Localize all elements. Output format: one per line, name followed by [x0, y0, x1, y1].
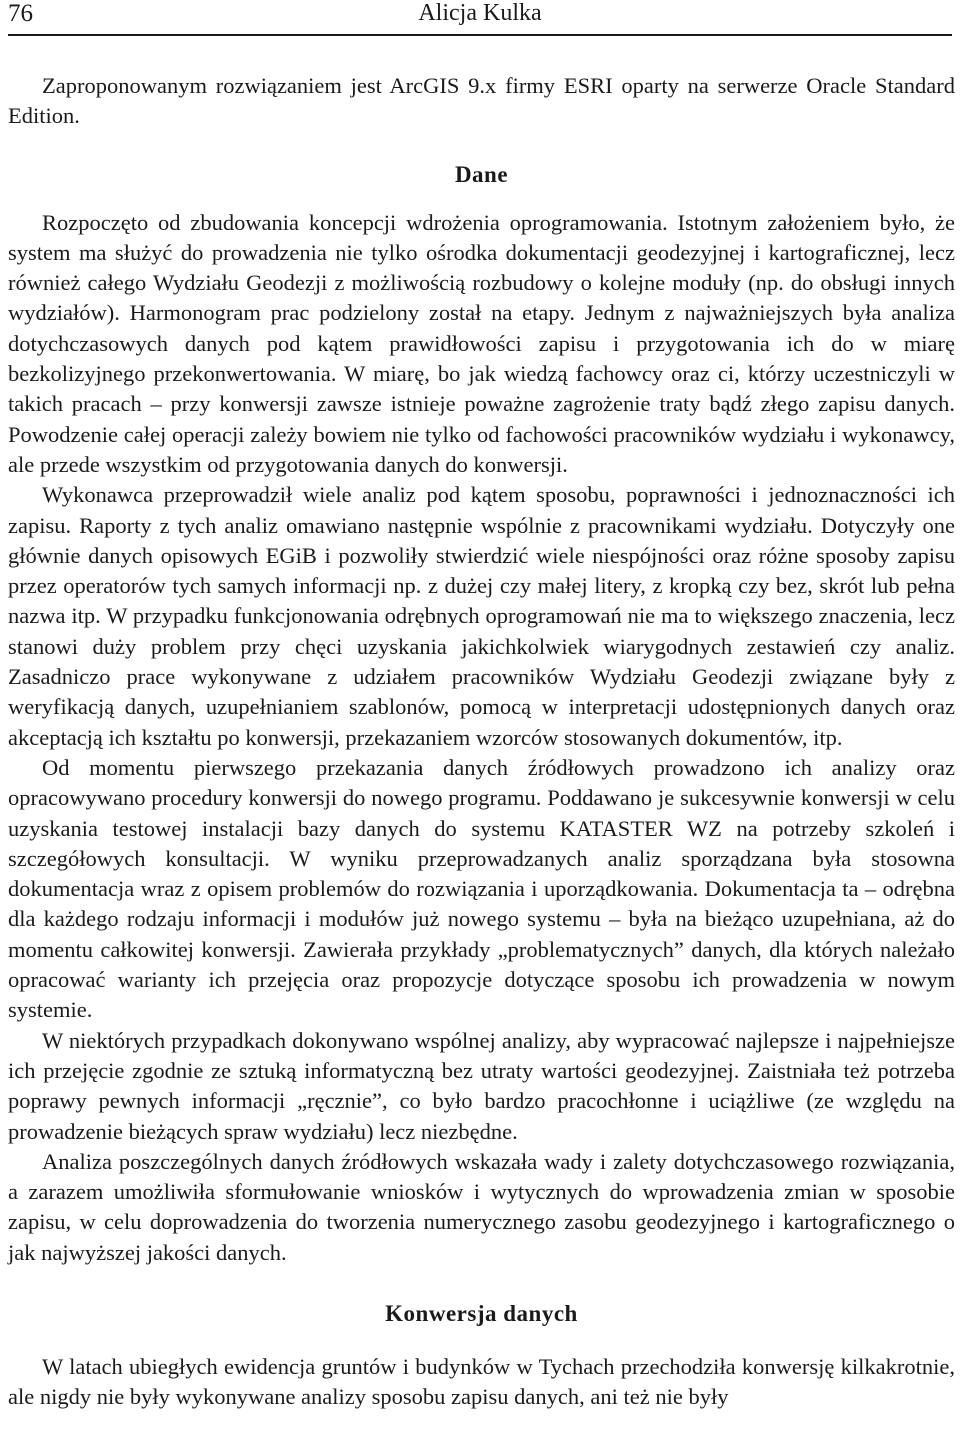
- running-header-author: Alicja Kulka: [418, 0, 542, 26]
- paragraph-dane-4: W niektórych przypadkach dokonywano wspólnej analizy, aby wypracować najlepsze i najpełniejsze ich przejęcie zgodnie ze sztuką informatyczną bez utraty wartości geodezyjnej. Zaistniała też potrzeba poprawy pewnych informacji „ręcznie”, co było bardzo pracochłonne i uciążliwe (ze względu na prowadzenie bieżących spraw wydziału) lecz niezbędne.: [8, 1027, 955, 1144]
- section-heading-dane: Dane: [454, 161, 509, 187]
- article-body: [8, 71, 955, 1413]
- page-number: 76: [8, 0, 33, 27]
- paragraph-dane-3: Od momentu pierwszego przekazania danych źródłowych prowadzono ich analizy oraz opracowywano procedury konwersji do nowego programu. Poddawano je sukcesywnie konwersji w celu uzyskania testowej instalacji bazy danych do systemu KATASTER WZ na potrzeby szkoleń i szczegółowych konsultacji. W wyniku przeprowadzanych analiz sporządzana była stosowna dokumentacja wraz z opisem problemów do rozwiązania i uporządkowania. Dokumentacja ta – odrębna dla każdego rodzaju informacji i modułów już nowego systemu – była na bieżąco uzupełniana, aż do momentu całkowitej konwersji. Zawierała przykłady „problematycznych” danych, dla których należało opracować warianty ich przejęcia oraz propozycje dotyczące sposobu ich prowadzenia w nowym systemie.: [8, 754, 955, 1023]
- section-heading-konwersja-danych: Konwersja danych: [385, 1300, 578, 1326]
- paragraph-dane-2: Wykonawca przeprowadził wiele analiz pod kątem sposobu, poprawności i jednoznaczności ich zapisu. Raporty z tych analiz omawiano następnie wspólnie z pracownikami wydziału. Dotyczyły one głównie danych opisowych EGiB i pozwoliły stwierdzić wiele niespójności oraz różne sposoby zapisu przez operatorów tych samych informacji np. z dużej czy małej litery, z kropką czy bez, skrót lub pełna nazwa itp. W przypadku funkcjonowania odrębnych oprogramowań nie ma to większego znaczenia, lecz stanowi duży problem przy chęci uzyskania jakichkolwiek wiarygodnych zestawień czy analiz. Zasadniczo prace wykonywane z udziałem pracowników Wydziału Geodezji związane były z weryfikacją danych, uzupełnianiem szablonów, pomocą w interpretacji udostępnionych danych oraz akceptacją ich kształtu po konwersji, przekazaniem wzorców stosowanych dokumentów, itp.: [8, 482, 955, 750]
- paragraph-konwersja-1: W latach ubiegłych ewidencja gruntów i budynków w Tychach przechodziła konwersję kilkakrotnie, ale nigdy nie były wykonywane analizy sposobu zapisu danych, ani też nie były: [8, 1353, 955, 1410]
- paragraph-dane-1: Rozpoczęto od zbudowania koncepcji wdrożenia oprogramowania. Istotnym założeniem było, że system ma służyć do prowadzenia nie tylko ośrodka dokumentacji geodezyjnej i kartograficznej, lecz również całego Wydziału Geodezji z możliwością rozbudowy o kolejne moduły (np. do obsługi innych wydziałów). Harmonogram prac podzielony został na etapy. Jednym z najważniejszych była analiza dotychczasowych danych pod kątem prawidłowości zapisu i przygotowania ich do w miarę bezkolizyjnego przekonwertowania. W miarę, bo jak wiedzą fachowcy oraz ci, którzy uczestniczyli w takich pracach – przy konwersji zawsze istnieje poważne zagrożenie traty bądź złego zapisu danych. Powodzenie całej operacji zależy bowiem nie tylko od fachowości pracowników wydziału i wykonawcy, ale przede wszystkim od przygotowania danych do konwersji.: [8, 209, 955, 477]
- paragraph-dane-5: Analiza poszczególnych danych źródłowych wskazała wady i zalety dotychczasowego rozwiązania, a zarazem umożliwiła sformułowanie wniosków i wytycznych do wprowadzenia zmian w sposobie zapisu, w celu doprowadzenia do tworzenia numerycznego zasobu geodezyjnego i kartograficznego o jak najwyższej jakości danych.: [8, 1148, 955, 1265]
- paragraph-intro: Zaproponowanym rozwiązaniem jest ArcGIS 9.x firmy ESRI oparty na serwerze Oracle Standard Edition.: [8, 73, 955, 129]
- running-header: [8, 0, 952, 36]
